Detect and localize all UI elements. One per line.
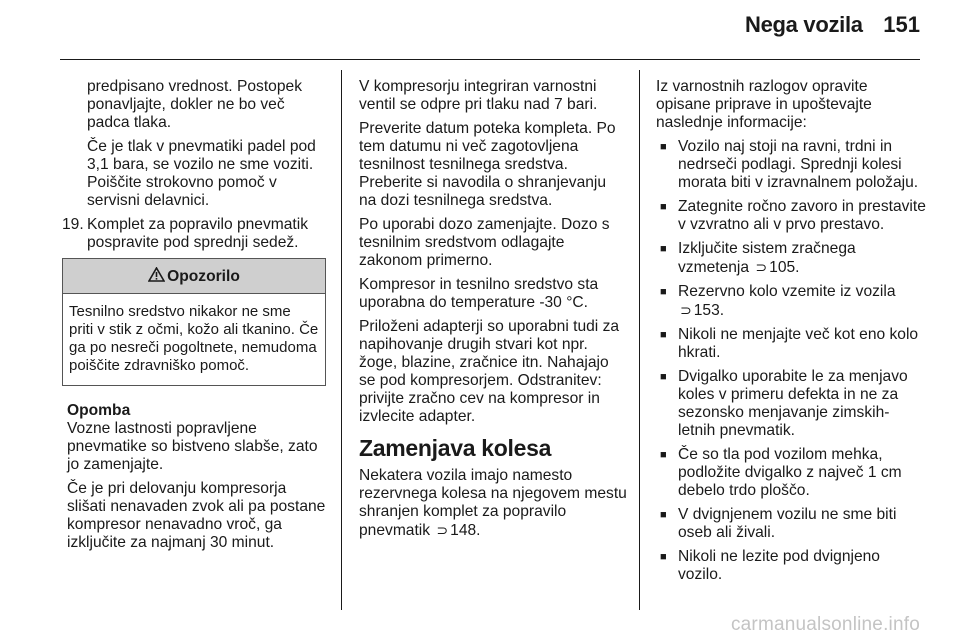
step-text: Komplet za popravilo pnevmatik pospravite pod sprednji sedež. <box>87 216 309 251</box>
warning-triangle-icon <box>148 267 165 282</box>
page-reference-link[interactable]: 148. <box>450 522 481 539</box>
bullet-square-icon: ■ <box>660 449 667 461</box>
page-number: 151 <box>883 12 920 37</box>
column-3 <box>656 78 926 590</box>
bullet-square-icon: ■ <box>660 329 667 341</box>
numbered-step-19 <box>62 216 326 252</box>
column-1 <box>62 78 326 558</box>
list-item <box>656 548 926 584</box>
column-2 <box>359 78 627 546</box>
step-number: 19. <box>62 216 84 233</box>
list-item <box>656 326 926 362</box>
section-heading: Zamenjava kolesa <box>359 435 552 461</box>
step-continued-text: predpisano vrednost. Postopek ponavljajte, dokler ne bo več padca tlaka. <box>87 78 302 131</box>
list-item <box>656 138 926 192</box>
list-item-text: Rezervno kolo vzemite iz vozila <box>678 283 896 300</box>
column-divider-left <box>341 70 342 610</box>
page-header-title: Nega vozila <box>745 12 863 37</box>
note-text: Če je pri delovanju kompresorja slišati nenavaden zvok ali pa postane kompresor nenavadno vroč, ga izključite za najmanj 30 minut. <box>67 480 326 551</box>
list-item-text: Vozilo naj stoji na ravni, trdni in nedrseči podlagi. Sprednji kolesi morata biti v izravnalnem položaju. <box>678 138 919 191</box>
bullet-square-icon: ■ <box>660 243 667 255</box>
list-item <box>656 446 926 500</box>
header-divider <box>60 59 920 60</box>
bullet-square-icon: ■ <box>660 201 667 213</box>
warning-title: Opozorilo <box>167 268 240 285</box>
bullet-square-icon: ■ <box>660 371 667 383</box>
step-continued-text: Če je tlak v pnevmatiki padel pod 3,1 bara, se vozilo ne sme voziti. Poiščite strokovno pomoč v servisni delavnici. <box>87 138 316 209</box>
paragraph: Preverite datum poteka kompleta. Po tem datumu ni več zagotovljena tesnilnost tesnilnega sredstva. Preberite si navodila o shranjevanju na dozi tesnilnega sredstva. <box>359 120 616 209</box>
list-item-text: Zategnite ročno zavoro in prestavite v vzvratno ali v prvo prestavo. <box>678 198 926 233</box>
list-item <box>656 198 926 234</box>
list-item-text: Dvigalko uporabite le za menjavo koles v primeru defekta in ne za sezonsko menjavanje zimskih-letnih pnevmatik. <box>678 368 908 439</box>
page-ref-arrow-icon: ⊃ <box>436 522 449 538</box>
paragraph: Po uporabi dozo zamenjajte. Dozo s tesnilnim sredstvom odlagajte zakonom primerno. <box>359 216 610 269</box>
paragraph: V kompresorju integriran varnostni ventil se odpre pri tlaku nad 7 bari. <box>359 78 598 113</box>
page-ref-arrow-icon: ⊃ <box>680 302 692 318</box>
page-ref-arrow-icon: ⊃ <box>755 259 768 275</box>
warning-header <box>63 259 325 294</box>
list-item-text: Izključite sistem zračnega vzmetenja <box>678 240 856 276</box>
warning-text: Tesnilno sredstvo nikakor ne sme priti v stik z očmi, kožo ali tkanino. Če ga po nesreči pogoltnete, nemudoma poiščite zdravniško pomoč. <box>69 303 319 374</box>
list-item-text: V dvignjenem vozilu ne sme biti oseb ali živali. <box>678 506 897 541</box>
watermark: carmanualsonline.info <box>730 614 920 635</box>
bullet-square-icon: ■ <box>660 551 667 563</box>
intro-text: Iz varnostnih razlogov opravite opisane priprave in upoštevajte naslednje informacije: <box>656 78 872 131</box>
bullet-square-icon: ■ <box>660 141 667 153</box>
note-block <box>62 402 326 552</box>
list-item-text: Nikoli ne lezite pod dvignjeno vozilo. <box>678 548 880 583</box>
paragraph: Priloženi adapterji so uporabni tudi za napihovanje drugih stvari kot npr. žoge, blazine, zračnice itn. Nahajajo se pod kompresorjem. Odstranitev: privijte zračno cev na kompresor in izvlecite adapter. <box>359 318 620 425</box>
list-item <box>656 240 926 277</box>
list-item-text-wrap <box>678 283 896 320</box>
note-title: Opomba <box>67 402 131 419</box>
list-item <box>656 368 926 440</box>
paragraph: Kompresor in tesnilno sredstvo sta uporabna do temperature -30 °C. <box>359 276 599 311</box>
list-item-text: Nikoli ne menjajte več kot eno kolo hkrati. <box>678 326 919 361</box>
section-paragraph <box>359 467 627 540</box>
list-item-text: Če so tla pod vozilom mehka, podložite dvigalko z največ 1 cm debelo trdo ploščo. <box>678 446 902 499</box>
section-text: Nekatera vozila imajo namesto rezervnega kolesa na njegovem mestu shranjen komplet za popravilo pnevmatik <box>359 467 627 539</box>
bullet-square-icon: ■ <box>660 286 667 298</box>
warning-box <box>62 258 326 386</box>
column-divider-right <box>639 70 640 610</box>
page-reference-link[interactable]: 105. <box>769 259 800 276</box>
note-text: Vozne lastnosti popravljene pnevmatike so bistveno slabše, zato jo zamenjajte. <box>67 420 318 473</box>
list-item <box>656 283 926 320</box>
list-item <box>656 506 926 542</box>
bullet-square-icon: ■ <box>660 509 667 521</box>
list-item-text-wrap <box>678 240 926 277</box>
page-reference-link[interactable]: 153. <box>693 302 725 319</box>
